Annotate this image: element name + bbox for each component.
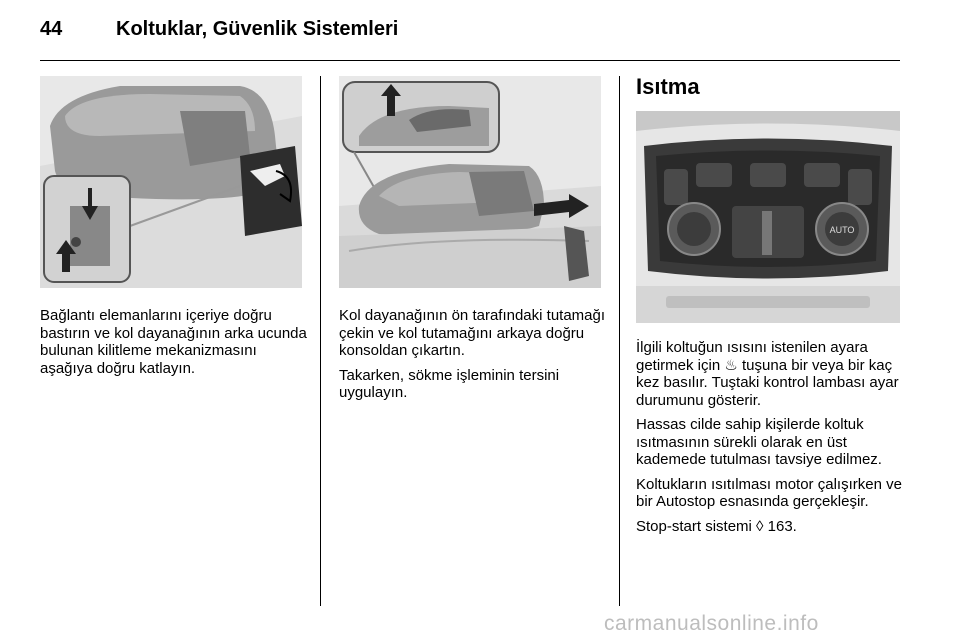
section-title: Isıtma xyxy=(636,74,700,99)
column2-text xyxy=(339,307,609,409)
installation-paragraph: Takarken, sökme işleminin tersini uygulayın. xyxy=(339,366,560,401)
auto-knob-label: AUTO xyxy=(829,225,855,235)
stop-start-text: Stop-start sistemi xyxy=(636,517,752,535)
header-divider xyxy=(40,60,900,61)
watermark: carmanualsonline.info xyxy=(604,612,819,635)
armrest-lock-figure xyxy=(40,76,302,288)
page-number: 44 xyxy=(40,18,63,40)
column3-text xyxy=(636,339,902,542)
seat-heating-icon: ♨ xyxy=(724,356,738,374)
instruction-paragraph: Bağlantı elemanlarını içeriye doğru bastırın ve kol dayanağının arka ucunda bulunan kilitleme mekanizmasını aşağıya doğru katlayın. xyxy=(40,307,307,377)
climate-control-panel-figure xyxy=(636,111,900,323)
armrest-removal-figure xyxy=(339,76,601,288)
chapter-title: Koltuklar, Güvenlik Sistemleri xyxy=(116,18,399,40)
column1-text xyxy=(40,307,310,384)
removal-paragraph: Kol dayanağının ön tarafındaki tutamağı çekin ve kol tutamağını arkaya doğru konsoldan çıkartın. xyxy=(339,307,606,359)
para1-before-icon: İlgili koltuğun ısısını istenilen ayara getirmek için xyxy=(636,339,868,374)
page-reference-icon: ◊ xyxy=(756,517,764,535)
column-divider-1 xyxy=(320,76,321,606)
sensitive-skin-paragraph: Hassas cilde sahip kişilerde koltuk ısıtmasının sürekli olarak en üst kademede tutulması tavsiye edilmez. xyxy=(636,416,882,468)
stop-start-reference xyxy=(636,518,902,536)
column-divider-2 xyxy=(619,76,620,606)
heating-instruction-paragraph xyxy=(636,339,902,409)
stop-start-page-ref[interactable]: 163. xyxy=(767,517,797,535)
engine-running-paragraph: Koltukların ısıtılması motor çalışırken ve bir Autostop esnasında gerçekleşir. xyxy=(636,475,902,510)
page-header xyxy=(40,18,398,48)
para1-after-icon: tuşuna bir veya bir kaç kez basılır. Tuştaki kontrol lambası ayar durumunu gösterir. xyxy=(636,356,899,409)
